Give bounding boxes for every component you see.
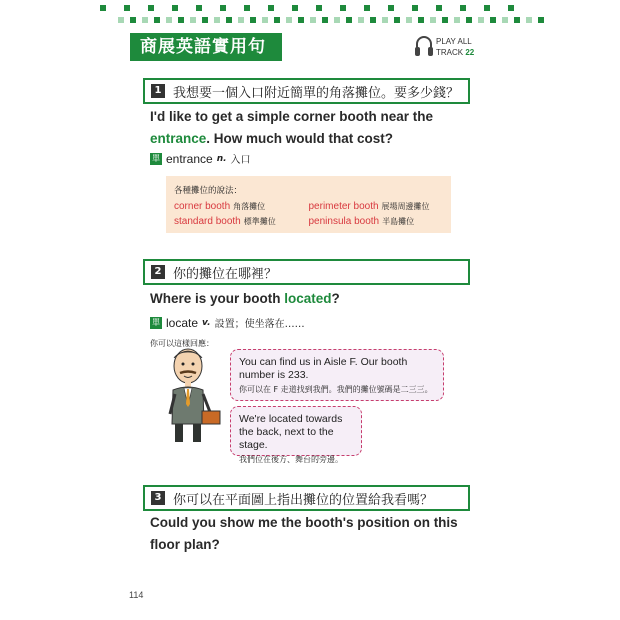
- note-row: [174, 199, 443, 214]
- header-dot: [322, 17, 328, 23]
- note-item-zh: 標準攤位: [243, 217, 276, 226]
- question-1-chinese: 我想要一個入口附近簡單的角落攤位。要多少錢？: [173, 85, 460, 101]
- header-dot: [358, 17, 364, 23]
- note-item-en: perimeter booth: [308, 201, 379, 212]
- question-2-english: [150, 288, 340, 310]
- vocab-entrance: [150, 151, 251, 166]
- header-dot: [166, 17, 172, 23]
- header-dot: [538, 17, 544, 23]
- header-dot: [484, 5, 490, 11]
- header-dot: [238, 17, 244, 23]
- header-dots-bottom: [100, 17, 530, 23]
- question-1-box: [143, 78, 470, 104]
- vocab-locate: [150, 315, 305, 330]
- question-1-english: [150, 106, 433, 150]
- page-title: 商展英語實用句: [130, 33, 282, 61]
- header-dot: [418, 17, 424, 23]
- note-item-zh: 展場周邊攤位: [381, 202, 430, 211]
- note-item-en: corner booth: [174, 201, 231, 212]
- note-heading: 各種攤位的說法：: [174, 186, 243, 196]
- booth-types-note: [166, 176, 451, 233]
- track-number: 22: [465, 48, 475, 57]
- header-dot: [262, 17, 268, 23]
- response-1-chinese: 你可以在 F 走道找到我們。我們的攤位號碼是二三三。: [239, 385, 433, 394]
- header-dot: [244, 5, 250, 11]
- header-dot: [334, 17, 340, 23]
- businessman-illustration: [158, 346, 228, 446]
- header-dot: [388, 5, 394, 11]
- header-dot: [442, 17, 448, 23]
- header-dot: [124, 5, 130, 11]
- play-all-label: PLAY ALL: [436, 37, 472, 46]
- header-dot: [514, 17, 520, 23]
- header-dot: [310, 17, 316, 23]
- header-dot: [370, 17, 376, 23]
- header-dot: [478, 17, 484, 23]
- header-dot: [142, 17, 148, 23]
- play-all-text: [436, 36, 474, 58]
- note-item-en: peninsula booth: [308, 216, 380, 227]
- header-dot: [298, 17, 304, 23]
- q3-en-line1: Could you show me the booth's position on this: [150, 515, 458, 530]
- header-dot: [268, 5, 274, 11]
- header-dot: [118, 17, 124, 23]
- header-dot: [466, 17, 472, 23]
- header-dot: [412, 5, 418, 11]
- note-row: [174, 214, 443, 229]
- page-number: 114: [129, 590, 144, 600]
- note-item: [309, 214, 444, 229]
- question-3-chinese: 你可以在平面圖上指出攤位的位置給我看嗎？: [173, 492, 434, 508]
- header-dot: [430, 17, 436, 23]
- header-dot: [220, 5, 226, 11]
- response-2-chinese: 我們位在後方、舞台的旁邊。: [239, 455, 343, 464]
- header-dot: [214, 17, 220, 23]
- header-dot: [436, 5, 442, 11]
- question-2-chinese: 你的攤位在哪裡？: [173, 266, 278, 282]
- header-dot: [526, 17, 532, 23]
- header-dot: [502, 17, 508, 23]
- response-1-english: You can find us in Aisle F. Our booth number is 233.: [239, 356, 408, 381]
- track-label: TRACK: [436, 48, 464, 57]
- note-item-zh: 半島攤位: [382, 217, 415, 226]
- response-bubble-2: [230, 406, 362, 464]
- question-2-number: 2: [151, 265, 165, 279]
- question-3-number: 3: [151, 491, 165, 505]
- vocab-word: locate: [166, 315, 199, 330]
- header-dot: [250, 17, 256, 23]
- note-item-en: standard booth: [174, 216, 241, 227]
- q1-en-keyword: entrance: [150, 131, 207, 146]
- vocab-pos: n.: [216, 153, 227, 164]
- q2-en-keyword: located: [284, 291, 332, 306]
- q3-en-line2: floor plan?: [150, 537, 220, 552]
- header-dot: [346, 17, 352, 23]
- header-dot: [316, 5, 322, 11]
- header-dot: [292, 5, 298, 11]
- track-line: [436, 47, 474, 58]
- header-dot: [508, 5, 514, 11]
- header-dot: [202, 17, 208, 23]
- header-dot: [286, 17, 292, 23]
- header-dot: [364, 5, 370, 11]
- note-item-zh: 角落攤位: [233, 202, 266, 211]
- header-dot: [178, 17, 184, 23]
- question-1-number: 1: [151, 84, 165, 98]
- question-2-box: [143, 259, 470, 285]
- header-dot: [196, 5, 202, 11]
- header-dot: [226, 17, 232, 23]
- header-dot: [340, 5, 346, 11]
- q1-en-part3: . How much would that cost?: [206, 131, 394, 146]
- header-dot: [100, 5, 106, 11]
- note-item: [174, 199, 309, 214]
- vocab-tag: 單: [152, 153, 160, 163]
- vocab-definition: 設置；使坐落在……: [214, 319, 305, 330]
- header-dot: [394, 17, 400, 23]
- header-dot: [172, 5, 178, 11]
- header-dot: [154, 17, 160, 23]
- question-3-english: [150, 512, 458, 556]
- response-bubble-1: [230, 349, 444, 401]
- header-dot: [274, 17, 280, 23]
- respond-label: 你可以這樣回應：: [150, 339, 214, 348]
- vocab-pos: v.: [202, 317, 211, 328]
- header-dot: [454, 17, 460, 23]
- q2-en-part3: ?: [331, 291, 340, 306]
- note-item: [309, 199, 444, 214]
- headphones-icon: [414, 34, 434, 60]
- q2-en-part1: Where is your booth: [150, 291, 285, 306]
- header-dots-top: [100, 5, 530, 11]
- header-dot: [148, 5, 154, 11]
- question-3-box: [143, 485, 470, 511]
- q1-en-part1: I'd like to get a simple corner booth near the: [150, 109, 434, 124]
- response-2-english: We're located towards the back, next to the stage.: [239, 413, 343, 451]
- header-dot: [190, 17, 196, 23]
- vocab-tag: 單: [152, 317, 160, 327]
- header-dot: [460, 5, 466, 11]
- vocab-word: entrance: [166, 151, 213, 166]
- header-dot: [130, 17, 136, 23]
- header-dot: [406, 17, 412, 23]
- play-all-audio[interactable]: [412, 32, 482, 64]
- note-item: [174, 214, 309, 229]
- vocab-definition: 入口: [230, 155, 251, 166]
- header-dot: [490, 17, 496, 23]
- header-dot: [382, 17, 388, 23]
